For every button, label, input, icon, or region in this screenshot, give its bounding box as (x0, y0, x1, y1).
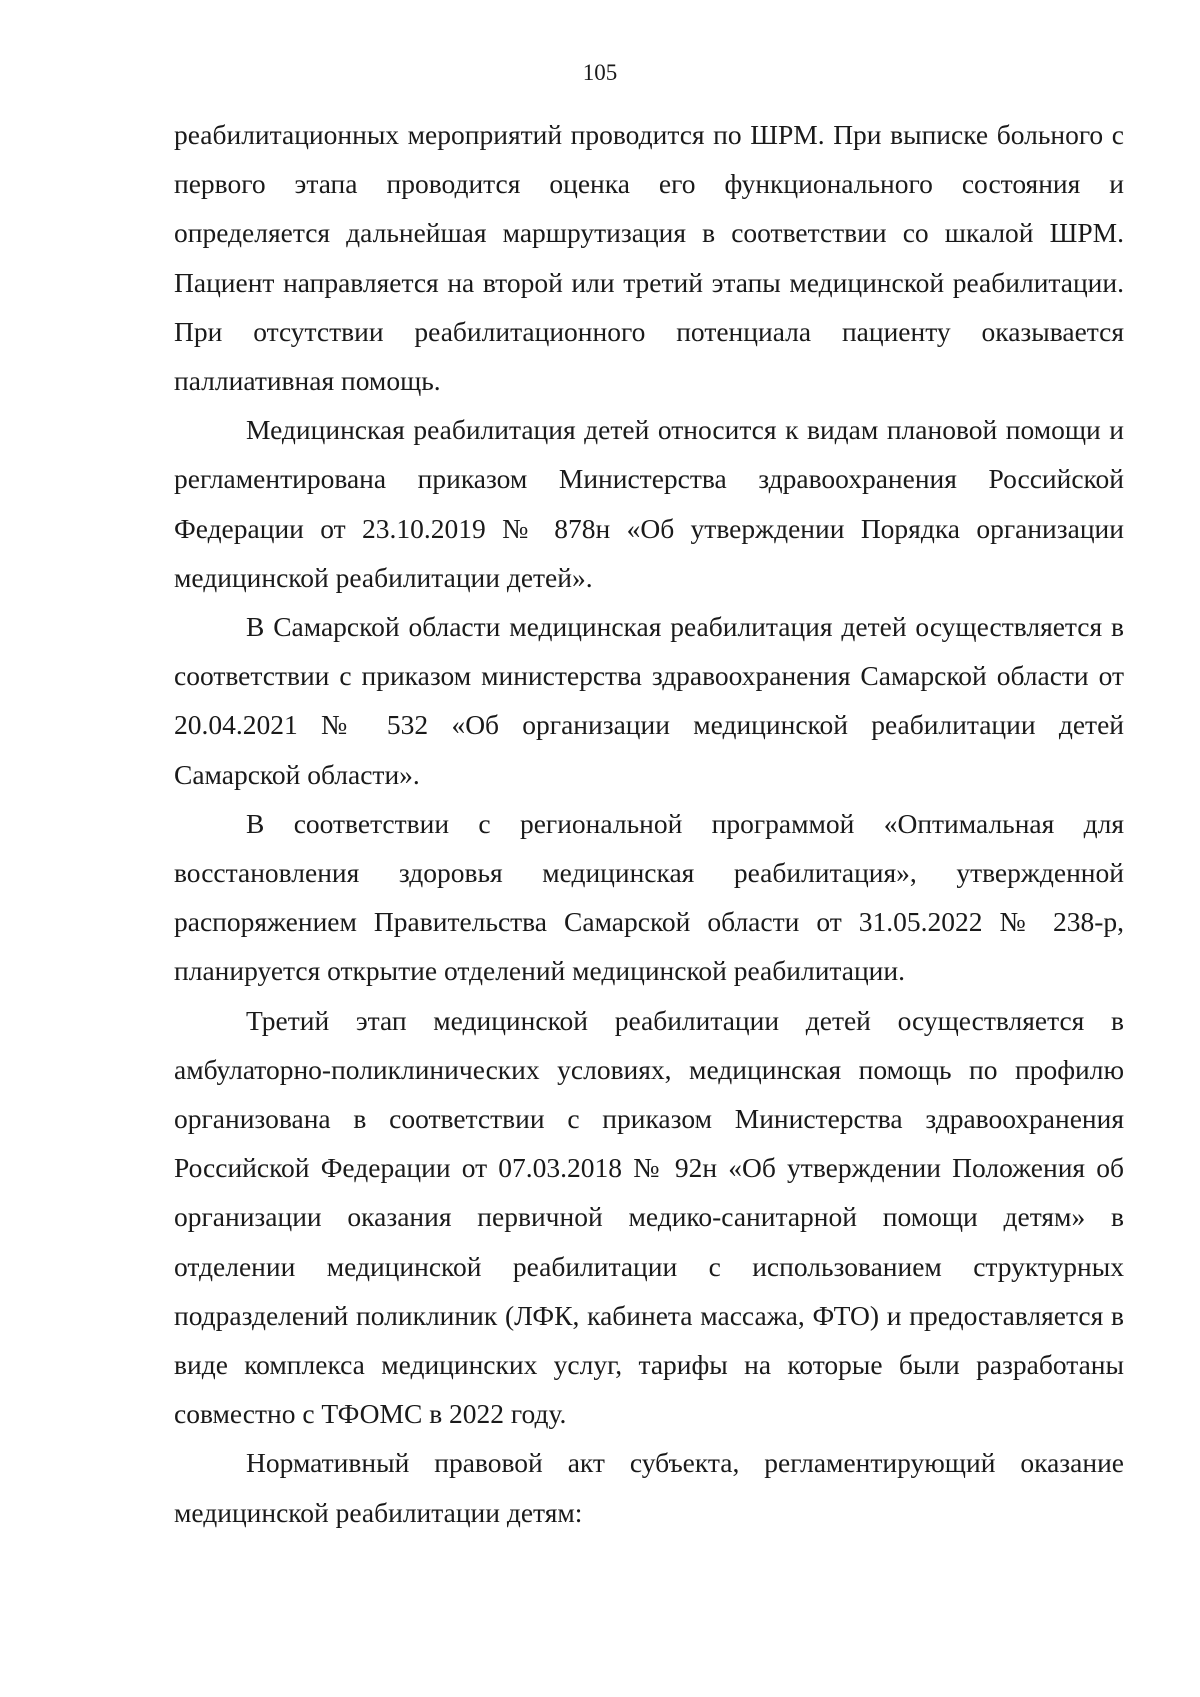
document-body (174, 110, 1124, 1537)
paragraph-third-stage: Третий этап медицинской реабилитации детей осуществляется в амбулаторно-поликлинических условиях, медицинская помощь по профилю организована в соответствии с приказом Министерства здравоохранения Российской Федерации от 07.03.2018 № 92н «Об утверждении Положения об организации оказания первичной медико-санитарной помощи детям» в отделении медицинской реабилитации с использованием структурных подразделений поликлиник (ЛФК, кабинета массажа, ФТО) и предоставляется в виде комплекса медицинских услуг, тарифы на которые были разработаны совместно с ТФОМС в 2022 году. (174, 1004, 1124, 1430)
paragraph-samara-order: В Самарской области медицинская реабилитация детей осуществляется в соответствии с приказом министерства здравоохранения Самарской области от 20.04.2021 № 532 «Об организации медицинской реабилитации детей Самарской области». (174, 611, 1124, 790)
page-number: 105 (582, 60, 618, 85)
paragraph-rehab-stage-continuation: реабилитационных мероприятий проводится по ШРМ. При выписке больного с первого этапа проводится оценка его функционального состояния и определяется дальнейшая маршрутизация в соответствии со шкалой ШРМ. Пациент направляется на второй или третий этапы медицинской реабилитации. При отсутствии реабилитационного потенциала пациенту оказывается паллиативная помощь. (174, 119, 1124, 397)
paragraph-regional-program: В соответствии с региональной программой «Оптимальная для восстановления здоровья медицинская реабилитация», утвержденной распоряжением Правительства Самарской области от 31.05.2022 № 238-р, планируется открытие отделений медицинской реабилитации. (174, 807, 1124, 987)
paragraph-children-rehab-order: Медицинская реабилитация детей относится к видам плановой помощи и регламентирована приказом Министерства здравоохранения Российской Федерации от 23.10.2019 № 878н «Об утверждении Порядка организации медицинской реабилитации детей». (174, 414, 1124, 593)
paragraph-normative-act: Нормативный правовой акт субъекта, регламентирующий оказание медицинской реабилитации детям: (174, 1447, 1124, 1528)
